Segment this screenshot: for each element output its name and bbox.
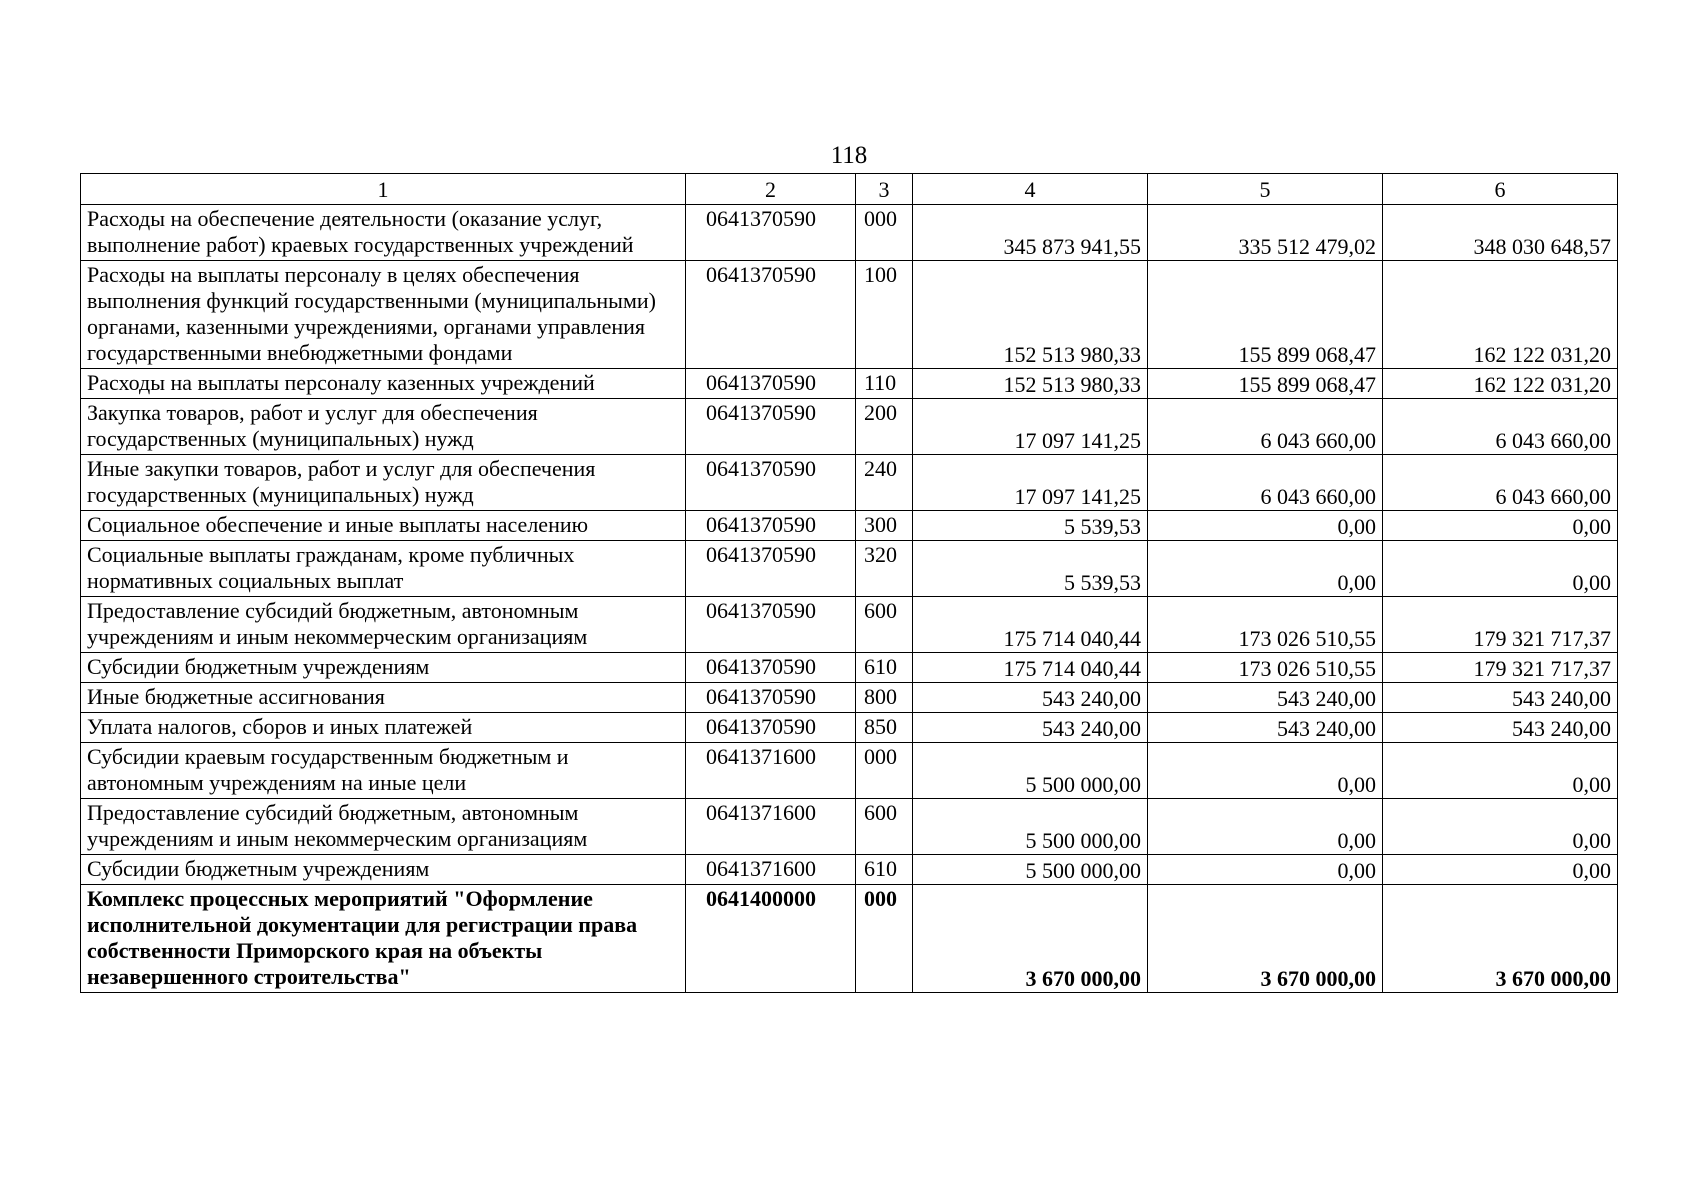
row-expense-type-cell: 300: [856, 511, 913, 541]
row-code-cell: 0641370590: [686, 653, 856, 683]
row-name-cell: Расходы на выплаты персоналу в целях обеспечения выполнения функций государственными (муниципальными) органами, казенными учреждениями, органами управления государственными внебюджетными фондами: [81, 261, 686, 369]
row-amount-col6-cell: 162 122 031,20: [1383, 261, 1618, 369]
row-expense-type-cell: 610: [856, 855, 913, 885]
row-name-cell: Предоставление субсидий бюджетным, автономным учреждениям и иным некоммерческим организациям: [81, 597, 686, 653]
table-row: [81, 713, 1618, 743]
row-expense-type-cell: 600: [856, 597, 913, 653]
table-row: [81, 205, 1618, 261]
row-amount-col6-cell: 6 043 660,00: [1383, 399, 1618, 455]
row-amount-col4-cell: 17 097 141,25: [913, 399, 1148, 455]
budget-table: [80, 173, 1618, 993]
row-amount-col5-cell: 335 512 479,02: [1148, 205, 1383, 261]
table-row: [81, 855, 1618, 885]
table-row: [81, 511, 1618, 541]
row-amount-col5-cell: 0,00: [1148, 743, 1383, 799]
row-amount-col6-cell: 348 030 648,57: [1383, 205, 1618, 261]
row-expense-type-cell: 600: [856, 799, 913, 855]
table-row: [81, 369, 1618, 399]
row-expense-type-cell: 000: [856, 205, 913, 261]
row-name-cell: Иные закупки товаров, работ и услуг для обеспечения государственных (муниципальных) нужд: [81, 455, 686, 511]
row-amount-col4-cell: 5 500 000,00: [913, 743, 1148, 799]
row-name-cell: Комплекс процессных мероприятий "Оформление исполнительной документации для регистрации права собственности Приморского края на объекты незавершенного строительства": [81, 885, 686, 993]
row-amount-col4-cell: 5 539,53: [913, 511, 1148, 541]
row-amount-col4-cell: 345 873 941,55: [913, 205, 1148, 261]
row-code-cell: 0641370590: [686, 511, 856, 541]
column-number-4: 4: [913, 174, 1148, 205]
column-number-5: 5: [1148, 174, 1383, 205]
row-name-cell: Социальные выплаты гражданам, кроме публичных нормативных социальных выплат: [81, 541, 686, 597]
row-amount-col5-cell: 155 899 068,47: [1148, 369, 1383, 399]
row-name-cell: Предоставление субсидий бюджетным, автономным учреждениям и иным некоммерческим организациям: [81, 799, 686, 855]
row-code-cell: 0641370590: [686, 597, 856, 653]
row-amount-col5-cell: 0,00: [1148, 541, 1383, 597]
row-code-cell: 0641370590: [686, 713, 856, 743]
row-amount-col6-cell: 0,00: [1383, 855, 1618, 885]
row-amount-col5-cell: 3 670 000,00: [1148, 885, 1383, 993]
table-row: [81, 799, 1618, 855]
column-number-6: 6: [1383, 174, 1618, 205]
table-row: [81, 683, 1618, 713]
row-expense-type-cell: 100: [856, 261, 913, 369]
row-amount-col4-cell: 17 097 141,25: [913, 455, 1148, 511]
row-amount-col6-cell: 162 122 031,20: [1383, 369, 1618, 399]
row-name-cell: Расходы на выплаты персоналу казенных учреждений: [81, 369, 686, 399]
row-expense-type-cell: 850: [856, 713, 913, 743]
row-name-cell: Иные бюджетные ассигнования: [81, 683, 686, 713]
row-expense-type-cell: 110: [856, 369, 913, 399]
row-expense-type-cell: 000: [856, 885, 913, 993]
row-amount-col5-cell: 173 026 510,55: [1148, 653, 1383, 683]
row-amount-col4-cell: 152 513 980,33: [913, 261, 1148, 369]
row-code-cell: 0641370590: [686, 399, 856, 455]
column-number-2: 2: [686, 174, 856, 205]
row-amount-col5-cell: 0,00: [1148, 855, 1383, 885]
row-name-cell: Субсидии бюджетным учреждениям: [81, 653, 686, 683]
row-code-cell: 0641371600: [686, 799, 856, 855]
table-row: [81, 885, 1618, 993]
row-code-cell: 0641400000: [686, 885, 856, 993]
row-amount-col4-cell: 152 513 980,33: [913, 369, 1148, 399]
row-expense-type-cell: 240: [856, 455, 913, 511]
row-amount-col6-cell: 179 321 717,37: [1383, 653, 1618, 683]
row-amount-col5-cell: 543 240,00: [1148, 683, 1383, 713]
table-row: [81, 541, 1618, 597]
table-row: [81, 597, 1618, 653]
page-number: 118: [830, 142, 868, 169]
column-number-row: [81, 174, 1618, 205]
row-name-cell: Социальное обеспечение и иные выплаты населению: [81, 511, 686, 541]
row-amount-col6-cell: 179 321 717,37: [1383, 597, 1618, 653]
row-amount-col4-cell: 3 670 000,00: [913, 885, 1148, 993]
table-row: [81, 653, 1618, 683]
row-amount-col6-cell: 0,00: [1383, 541, 1618, 597]
row-amount-col4-cell: 543 240,00: [913, 713, 1148, 743]
row-amount-col4-cell: 543 240,00: [913, 683, 1148, 713]
row-amount-col6-cell: 0,00: [1383, 799, 1618, 855]
row-code-cell: 0641370590: [686, 205, 856, 261]
row-code-cell: 0641371600: [686, 855, 856, 885]
row-amount-col6-cell: 543 240,00: [1383, 713, 1618, 743]
row-amount-col6-cell: 0,00: [1383, 743, 1618, 799]
row-code-cell: 0641371600: [686, 743, 856, 799]
row-name-cell: Расходы на обеспечение деятельности (оказание услуг, выполнение работ) краевых государственных учреждений: [81, 205, 686, 261]
row-code-cell: 0641370590: [686, 541, 856, 597]
row-code-cell: 0641370590: [686, 455, 856, 511]
row-amount-col5-cell: 155 899 068,47: [1148, 261, 1383, 369]
row-code-cell: 0641370590: [686, 683, 856, 713]
row-expense-type-cell: 000: [856, 743, 913, 799]
row-amount-col6-cell: 0,00: [1383, 511, 1618, 541]
column-number-1: 1: [81, 174, 686, 205]
row-amount-col5-cell: 0,00: [1148, 799, 1383, 855]
row-name-cell: Уплата налогов, сборов и иных платежей: [81, 713, 686, 743]
table-row: [81, 261, 1618, 369]
row-amount-col5-cell: 543 240,00: [1148, 713, 1383, 743]
row-expense-type-cell: 800: [856, 683, 913, 713]
row-expense-type-cell: 200: [856, 399, 913, 455]
row-amount-col4-cell: 5 539,53: [913, 541, 1148, 597]
row-amount-col6-cell: 543 240,00: [1383, 683, 1618, 713]
row-name-cell: Закупка товаров, работ и услуг для обеспечения государственных (муниципальных) нужд: [81, 399, 686, 455]
row-name-cell: Субсидии краевым государственным бюджетным и автономным учреждениям на иные цели: [81, 743, 686, 799]
row-amount-col6-cell: 6 043 660,00: [1383, 455, 1618, 511]
row-code-cell: 0641370590: [686, 261, 856, 369]
row-amount-col5-cell: 0,00: [1148, 511, 1383, 541]
row-expense-type-cell: 320: [856, 541, 913, 597]
row-amount-col5-cell: 173 026 510,55: [1148, 597, 1383, 653]
row-amount-col5-cell: 6 043 660,00: [1148, 455, 1383, 511]
row-expense-type-cell: 610: [856, 653, 913, 683]
table-row: [81, 743, 1618, 799]
row-amount-col4-cell: 175 714 040,44: [913, 653, 1148, 683]
row-amount-col5-cell: 6 043 660,00: [1148, 399, 1383, 455]
row-amount-col6-cell: 3 670 000,00: [1383, 885, 1618, 993]
table-row: [81, 399, 1618, 455]
row-name-cell: Субсидии бюджетным учреждениям: [81, 855, 686, 885]
column-number-3: 3: [856, 174, 913, 205]
row-amount-col4-cell: 175 714 040,44: [913, 597, 1148, 653]
table-row: [81, 455, 1618, 511]
row-code-cell: 0641370590: [686, 369, 856, 399]
row-amount-col4-cell: 5 500 000,00: [913, 799, 1148, 855]
row-amount-col4-cell: 5 500 000,00: [913, 855, 1148, 885]
